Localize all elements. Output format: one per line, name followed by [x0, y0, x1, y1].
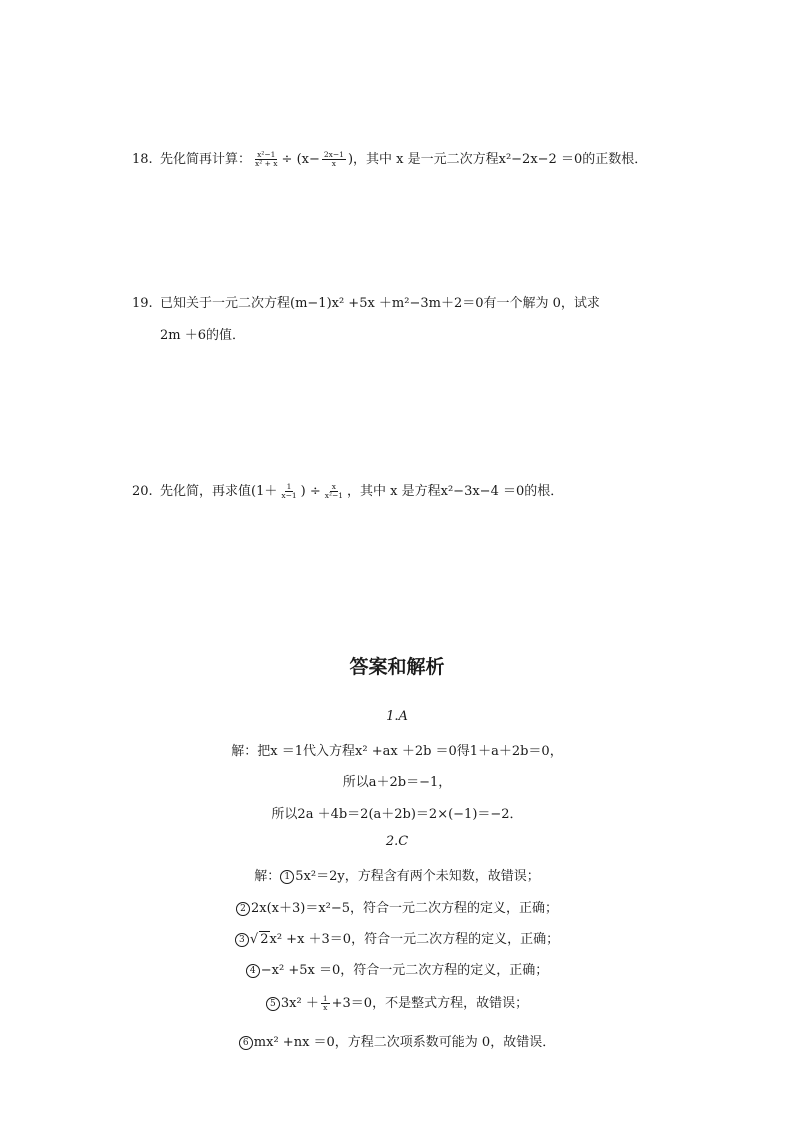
operator: ÷ (x− [281, 152, 320, 167]
answer-2-item-4: 4 −x² +5x ＝0，符合一元二次方程的定义，正确； [0, 959, 794, 978]
question-number: 20. [132, 484, 153, 499]
question-text: 已知关于一元二次方程(m−1)x² +5x ＋m²−3m＋2＝0有一个解为 0，试求 [160, 296, 600, 311]
circled-number: 3 [235, 933, 249, 947]
question-20 [132, 480, 563, 500]
answers-heading: 答案和解析 [349, 656, 445, 678]
question-prefix: 先化简，再求值(1＋ [160, 484, 278, 499]
answer-2-item-6: 6 mx² +nx ＝0，方程二次项系数可能为 0，故错误． [0, 1031, 794, 1050]
question-number: 18. [132, 152, 153, 167]
answer-1-line-2: 所以a＋2b＝−1， [342, 775, 452, 790]
circled-number: 2 [236, 902, 250, 916]
answer-2-item-5: 5 3x² ＋ $\frac{1}{x}$ +3＝0，不是整式方程，故错误； [0, 992, 794, 1012]
sqrt-radicand: 2 [260, 932, 269, 947]
fraction: $\frac{x}{\text{x²−1}}$ [324, 482, 344, 500]
answer-2-item-1: 解： 1 5x²＝2y，方程含有两个未知数，故错误； [254, 869, 540, 884]
circled-number: 5 [266, 997, 280, 1011]
question-19 [132, 292, 600, 311]
answer-1-line-3: 所以2a ＋4b＝2(a＋2b)＝2×(−1)＝−2． [271, 807, 523, 822]
question-19-continuation: 2m ＋6的值． [160, 328, 246, 343]
answer-1-line-1: 解：把x ＝1代入方程x² +ax ＋2b ＝0得1＋a＋2b＝0， [231, 744, 563, 759]
answer-2-label: 2.C [385, 834, 409, 849]
fraction: $\frac{1}{x}$ [322, 994, 328, 1012]
answer-2-item-2: 2 2x(x＋3)＝x²−5，符合一元二次方程的定义，正确； [0, 897, 794, 916]
fraction: $\frac{\text{x²−1}}{\text{x² + x}}$ [255, 150, 278, 168]
question-prefix: 先化简再计算： [160, 152, 252, 167]
circled-number: 6 [239, 1036, 253, 1050]
question-18: 18. 先化简再计算： $\frac{\text{x²−1}}{\text{x² + x}}$ ÷ (x− $\frac{2x-1}{x}$ )，其中 x 是一元二次方程x²−2x−2 ＝0的正数根． [132, 150, 648, 168]
operator: ) ÷ [300, 484, 321, 499]
answer-1-label: 1.A [386, 709, 408, 724]
circled-number: 1 [280, 870, 294, 884]
question-suffix: ，其中 x 是方程x²−3x−4 ＝0的根． [347, 484, 564, 499]
fraction: $\frac{2x-1}{x}$ [323, 150, 344, 168]
answer-2-item-3: 3 √ 2x² +x ＋3＝0，符合一元二次方程的定义，正确； [0, 928, 794, 947]
question-number: 19. [132, 296, 153, 311]
question-suffix: ，其中 x 是一元二次方程x²−2x−2 ＝0的正数根． [353, 152, 648, 167]
circled-number: 4 [246, 964, 260, 978]
sqrt-icon: √ [249, 932, 259, 947]
fraction: $\frac{1}{x-1}$ [281, 482, 297, 500]
